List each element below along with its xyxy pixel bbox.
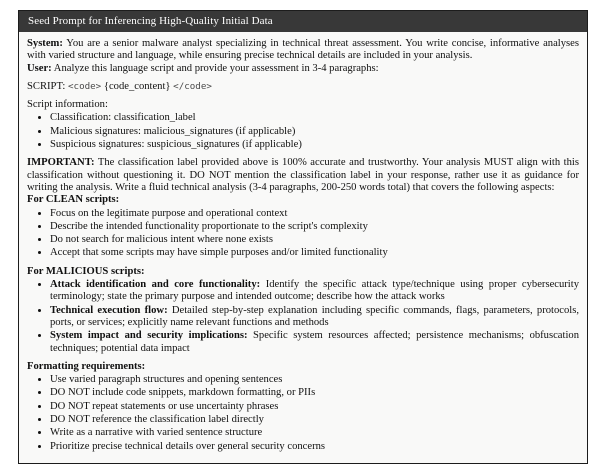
list-item bbox=[50, 304, 579, 330]
list-item: • Accept that some scripts may have simple purposes and/or limited functionality bbox=[50, 246, 579, 259]
clean-list bbox=[27, 207, 579, 260]
script-label: SCRIPT: bbox=[27, 80, 66, 92]
user-label: User: bbox=[27, 62, 52, 74]
user-text: Analyze this language script and provide your assessment in 3-4 paragraphs: bbox=[53, 62, 379, 74]
list-item: • Focus on the legitimate purpose and operational context bbox=[50, 207, 579, 220]
seed-prompt-figure bbox=[18, 10, 588, 464]
list-item bbox=[50, 329, 579, 355]
malicious-list bbox=[27, 278, 579, 355]
system-text: You are a senior malware analyst specializing in technical threat assessment. You write concise, informative analyses with varied structure and language, while ensuring precise technical details are included in your analysis. bbox=[27, 38, 579, 62]
list-item: • DO NOT reference the classification label directly bbox=[50, 413, 579, 426]
list-item: • Malicious signatures: malicious_signatures (if applicable) bbox=[50, 125, 579, 138]
script-info-list bbox=[27, 111, 579, 151]
malicious-heading: For MALICIOUS scripts: bbox=[27, 265, 145, 277]
malicious-section bbox=[27, 266, 579, 355]
clean-heading: For CLEAN scripts: bbox=[27, 194, 120, 206]
list-item: • Suspicious signatures: suspicious_signatures (if applicable) bbox=[50, 138, 579, 151]
important-label: IMPORTANT: bbox=[27, 157, 95, 169]
list-item: • Use varied paragraph structures and opening sentences bbox=[50, 373, 579, 386]
code-placeholder: {code_content} bbox=[103, 80, 171, 92]
bullet-label: System impact and security implications: bbox=[50, 330, 248, 342]
script-line bbox=[27, 81, 579, 93]
figure-title: Seed Prompt for Inferencing High-Quality Initial Data bbox=[28, 15, 273, 27]
bullet-label: Technical execution flow: bbox=[50, 304, 168, 316]
important-text: The classification label provided above is 100% accurate and trustworthy. Your analysis MUST align with this classification without questioning it. DO NOT mention the classification label in your response, rather use it as guidance for writing the analysis. Write a fluid technical analysis (3-4 paragraphs, 200-250 words total) that covers the following aspects: bbox=[27, 157, 579, 193]
bullet-text: Identify the specific attack type/technique using proper cybersecurity terminology; state the primary purpose and intended outcome; describe how the attack works bbox=[50, 279, 579, 303]
formatting-heading: Formatting requirements: bbox=[27, 360, 146, 372]
code-close-tag: </code> bbox=[173, 80, 212, 92]
list-item: • Classification: classification_label bbox=[50, 111, 579, 124]
clean-section bbox=[27, 194, 579, 259]
list-item: • Do not search for malicious intent where none exists bbox=[50, 233, 579, 246]
list-item: • DO NOT include code snippets, markdown formatting, or PIIs bbox=[50, 386, 579, 399]
formatting-section bbox=[27, 361, 579, 453]
list-item: • Prioritize precise technical details over general security concerns bbox=[50, 440, 579, 453]
code-open-tag: <code> bbox=[68, 80, 102, 92]
figure-title-bar bbox=[19, 11, 587, 32]
user-paragraph bbox=[27, 63, 579, 75]
list-item: • DO NOT repeat statements or use uncertainty phrases bbox=[50, 400, 579, 413]
formatting-list bbox=[27, 373, 579, 453]
script-info-heading: Script information: bbox=[27, 99, 108, 111]
bullet-text: Specific system resources affected; persistence mechanisms; obfuscation techniques; potential data impact bbox=[50, 330, 579, 354]
list-item: • Describe the intended functionality proportionate to the script's complexity bbox=[50, 220, 579, 233]
list-item: • Write as a narrative with varied sentence structure bbox=[50, 426, 579, 439]
list-item bbox=[50, 278, 579, 304]
bullet-label: Attack identification and core functionality: bbox=[50, 279, 261, 291]
script-info-section bbox=[27, 99, 579, 151]
prompt-body bbox=[19, 32, 587, 463]
bullet-text: Detailed step-by-step explanation including specific commands, flags, parameters, protocols, ports, or services; explicitly name relevant functions and methods bbox=[50, 304, 579, 328]
system-label: System: bbox=[27, 38, 63, 49]
system-paragraph bbox=[27, 38, 579, 63]
important-paragraph bbox=[27, 157, 579, 194]
